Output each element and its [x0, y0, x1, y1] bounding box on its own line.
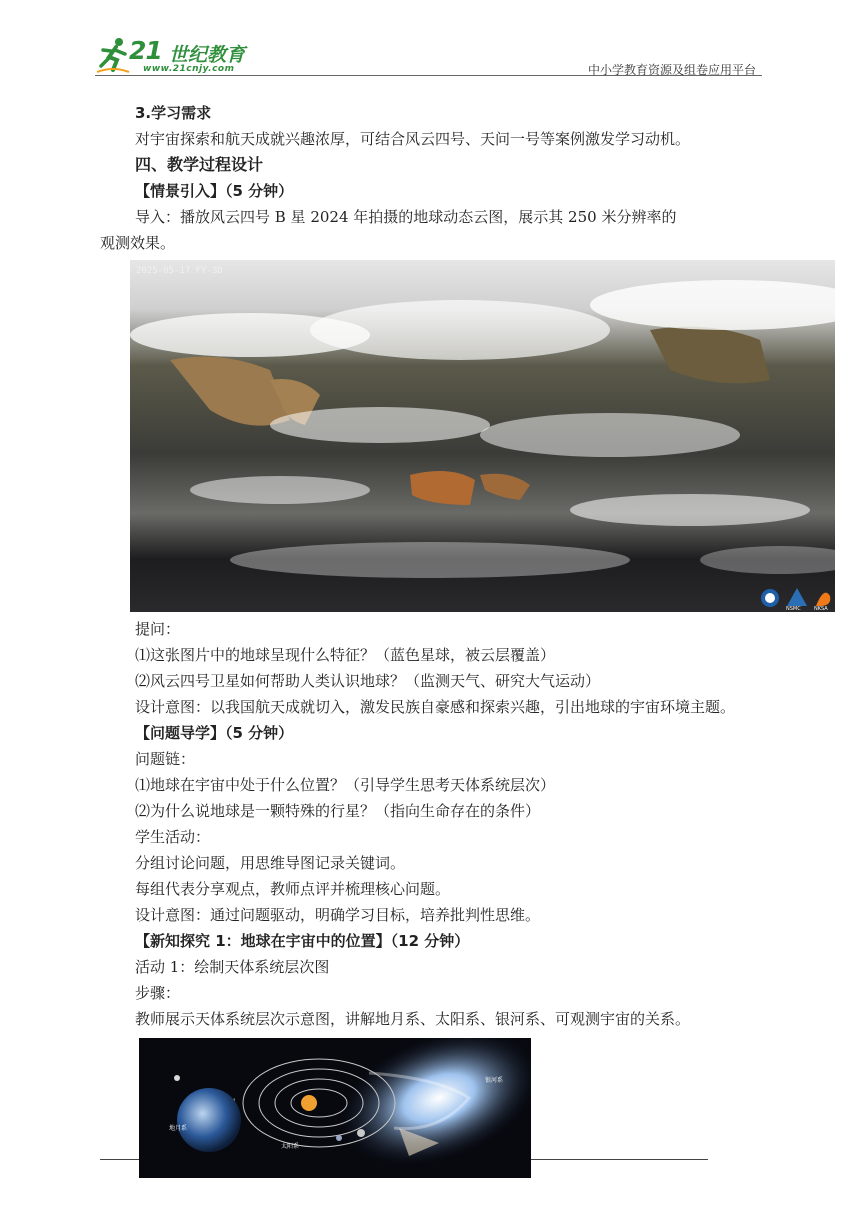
page-header	[95, 36, 760, 78]
earth-cloud-image	[130, 260, 835, 612]
activity-1-title: 活动 1：绘制天体系统层次图	[135, 958, 330, 976]
chain-item-2: ⑵为什么说地球是一颗特殊的行星？（指向生命存在的条件）	[135, 802, 541, 820]
site-logo[interactable]	[95, 36, 265, 78]
earth-cloud-map	[130, 260, 835, 612]
explore-title: 【新知探究 1：地球在宇宙中的位置】（12 分钟）	[135, 932, 470, 950]
label-earth-moon-system: 地月系	[169, 1125, 188, 1132]
moon-icon	[174, 1075, 180, 1081]
question-1: ⑴这张图片中的地球呈现什么特征？（蓝色星球，被云层覆盖）	[135, 646, 556, 664]
student-activity-label: 学生活动：	[135, 828, 211, 846]
runner-icon	[95, 36, 131, 76]
footer-divider-left	[100, 1159, 139, 1160]
chain-item-1: ⑴地球在宇宙中处于什么位置？（引导学生思考天体系统层次）	[135, 776, 556, 794]
activity-item-1: 分组讨论问题，用思维导图记录关键词。	[135, 854, 406, 872]
logo-url: www.21cnjy.com	[143, 64, 235, 74]
logo-number: 21	[129, 36, 162, 65]
celestial-system-diagram	[139, 1038, 531, 1178]
earth-icon	[177, 1088, 241, 1152]
intro-title: 【情景引入】（5 分钟）	[135, 182, 294, 200]
intro-line-2: 观测效果。	[100, 234, 176, 252]
section-4-title: 四、教学过程设计	[135, 155, 264, 174]
ask-label: 提问：	[135, 620, 181, 638]
header-divider	[95, 75, 762, 76]
section-3-title: 3.学习需求	[135, 104, 212, 122]
image-timestamp: 2025-05-17 FY-3D	[136, 266, 223, 276]
guide-title: 【问题导学】（5 分钟）	[135, 724, 294, 742]
step-1: 教师展示天体系统层次示意图，讲解地月系、太阳系、银河系、可观测宇宙的关系。	[135, 1010, 691, 1028]
label-milky-way: 银河系	[485, 1077, 504, 1084]
steps-label: 步骤：	[135, 984, 181, 1002]
badge-nsmc: NSMC	[786, 606, 801, 612]
document-body	[100, 100, 828, 1178]
header-tagline: 中小学教育资源及组卷应用平台	[587, 63, 756, 77]
badge-nksa: NKSA	[814, 606, 828, 612]
question-chain-label: 问题链：	[135, 750, 196, 768]
celestial-system-image	[139, 1038, 531, 1178]
sun-icon	[301, 1095, 317, 1111]
question-2: ⑵风云四号卫星如何帮助人类认识地球？（监测天气、研究大气运动）	[135, 672, 601, 690]
intro-line-1: 导入：播放风云四号 B 星 2024 年拍摄的地球动态云图，展示其 250 米分辨率的	[135, 208, 677, 226]
design-intent-1: 设计意图：以我国航天成就切入，激发民族自豪感和探索兴趣，引出地球的宇宙环境主题。	[135, 698, 736, 716]
footer-divider-right	[531, 1159, 708, 1160]
design-intent-2: 设计意图：通过问题驱动，明确学习目标，培养批判性思维。	[135, 906, 541, 924]
logo-text: 世纪教育	[169, 44, 246, 66]
section-3-text: 对宇宙探索和航天成就兴趣浓厚，可结合风云四号、天问一号等案例激发学习动机。	[135, 130, 691, 148]
activity-item-2: 每组代表分享观点，教师点评并梳理核心问题。	[135, 880, 451, 898]
label-solar-system: 太阳系	[281, 1143, 300, 1150]
